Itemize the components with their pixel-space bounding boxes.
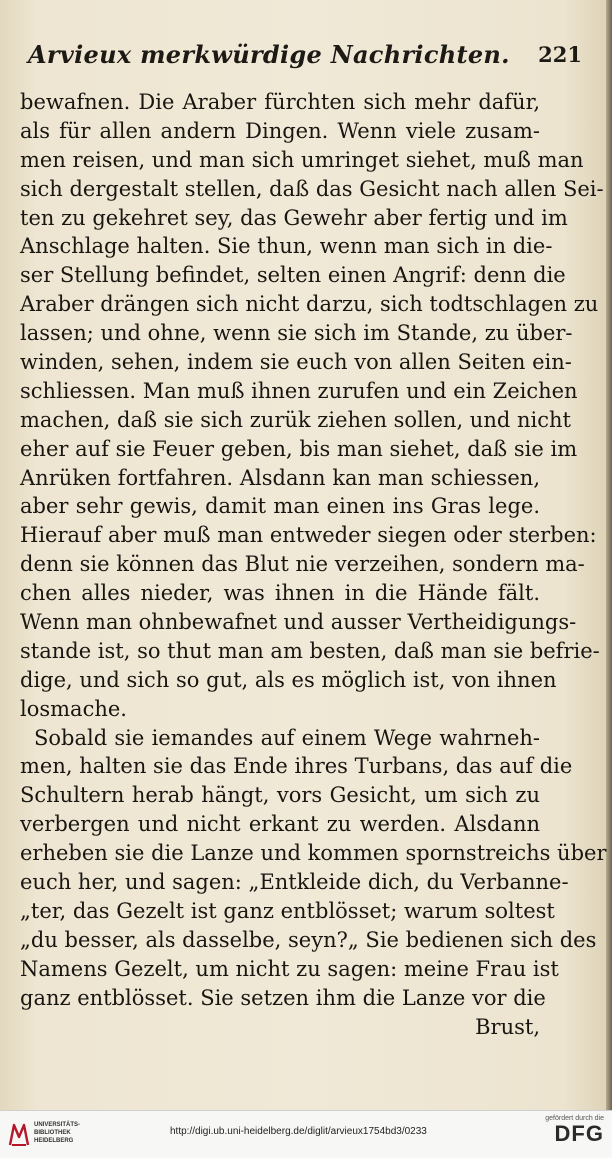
text-line: „du besser, als dasselbe, seyn?„ Sie bedienen sich des bbox=[20, 927, 597, 952]
text-line: bewafnen. Die Araber fürchten sich mehr dafür, bbox=[20, 90, 540, 114]
source-url-link[interactable]: http://digi.ub.uni-heidelberg.de/diglit/arvieux1754bd3/0233 bbox=[170, 1126, 427, 1137]
running-title: Arvieux merkwürdige Nachrichten. bbox=[28, 40, 510, 69]
body-text bbox=[20, 88, 607, 1041]
text-line: lassen; und ohne, wenn sie sich im Stande, zu über- bbox=[20, 321, 573, 346]
text-line: Namens Gezelt, um nicht zu sagen: meine Frau ist bbox=[20, 956, 559, 981]
text-line: erheben sie die Lanze und kommen spornstreichs über bbox=[20, 841, 607, 866]
text-line: dige, und sich so gut, als es möglich ist, von ihnen bbox=[20, 667, 557, 692]
text-line: aber sehr gewis, damit man einen ins Gras lege. bbox=[20, 494, 540, 519]
digitization-footer bbox=[0, 1110, 612, 1158]
funding-caption: gefördert durch die bbox=[545, 1115, 604, 1122]
dfg-logo[interactable] bbox=[534, 1115, 604, 1155]
text-line: men, halten sie das Ende ihres Turbans, das auf die bbox=[20, 754, 573, 779]
library-seal-icon bbox=[8, 1121, 30, 1147]
text-line: eher auf sie Feuer geben, bis man siehet, daß sie im bbox=[20, 436, 578, 461]
text-line: Schultern herab hängt, vors Gesicht, um sich zu bbox=[20, 783, 540, 808]
text-line: Hierauf aber muß man entweder siegen oder sterben: bbox=[20, 523, 597, 548]
text-line: als für allen andern Dingen. Wenn viele zusam- bbox=[20, 118, 540, 143]
text-line: denn sie können das Blut nie verzeihen, sondern ma- bbox=[20, 552, 585, 577]
institution-name: UNIVERSITÄTS- BIBLIOTHEK HEIDELBERG bbox=[34, 1122, 81, 1144]
page-header bbox=[28, 40, 588, 78]
text-line: machen, daß sie sich zurük ziehen sollen, und nicht bbox=[20, 407, 571, 432]
text-line: men reisen, und man sich umringet siehet, muß man bbox=[20, 147, 584, 172]
text-line: Anrüken fortfahren. Alsdann kan man schiessen, bbox=[20, 465, 540, 490]
dfg-mark: DFG bbox=[554, 1121, 604, 1146]
text-line: Araber drängen sich nicht darzu, sich todtschlagen zu bbox=[20, 292, 599, 317]
university-library-logo[interactable] bbox=[8, 1117, 88, 1153]
page-number: 221 bbox=[538, 42, 582, 67]
text-line: Anschlage halten. Sie thun, wenn man sich in die- bbox=[20, 234, 553, 259]
text-line: „ter, das Gezelt ist ganz entblösset; warum soltest bbox=[20, 898, 555, 923]
text-line: ser Stellung befindet, selten einen Angrif: denn die bbox=[20, 263, 566, 288]
text-line: losmache. bbox=[20, 696, 127, 721]
text-line: ganz entblösset. Sie setzen ihm die Lanze vor die bbox=[20, 985, 546, 1010]
text-line: schliessen. Man muß ihnen zurufen und ein Zeichen bbox=[20, 378, 578, 403]
text-line: euch her, und sagen: „Entkleide dich, du Verbanne- bbox=[20, 870, 569, 895]
text-line: ten zu gekehret sey, das Gewehr aber fertig und im bbox=[20, 205, 568, 230]
text-line: winden, sehen, indem sie euch von allen Seiten ein- bbox=[20, 350, 572, 375]
text-line: Wenn man ohnbewafnet und ausser Vertheidigungs- bbox=[20, 610, 577, 635]
text-line: Sobald sie iemandes auf einem Wege wahrneh- bbox=[34, 725, 540, 750]
page-edge-shadow bbox=[606, 0, 612, 1110]
catchword: Brust, bbox=[475, 1014, 540, 1039]
text-line: stande ist, so thut man am besten, daß man sie befrie- bbox=[20, 638, 600, 663]
text-line: chen alles nieder, was ihnen in die Hände fält. bbox=[20, 581, 540, 606]
text-line: sich dergestalt stellen, daß das Gesicht nach allen Sei- bbox=[20, 176, 604, 201]
text-line: verbergen und nicht erkant zu werden. Alsdann bbox=[20, 812, 540, 837]
